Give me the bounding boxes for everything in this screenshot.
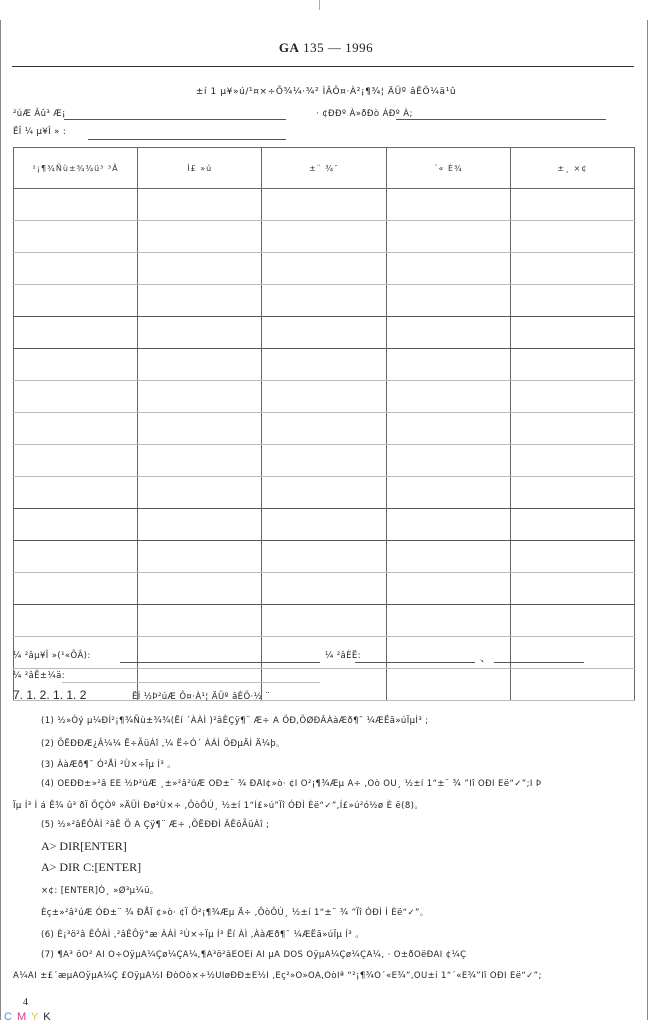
table-cell (14, 509, 138, 541)
table-cell (14, 317, 138, 349)
table-cell (386, 285, 510, 317)
tester-label: ËÎ ¼ µ¥Î » : (13, 127, 67, 137)
table-cell (262, 477, 386, 509)
table-cell (510, 573, 634, 605)
table-cell (138, 477, 262, 509)
signature-unit-label: ¼ ²âµ¥Î »(¹«ÕÂ): (13, 651, 91, 661)
after-4: Â¼ÀÌ ±£´æµÄÒÿµÄ¼Ç £ÒÿµÄ½Ì ÐòÒò×÷½ÜÍøÐÐ±È½Ï ,Èç²»Ò»ÖÂ,ÔòÍª “²¡¶¾Õ´«È¾”,ÔÚ±í 1“´«È¾”Ïî ÓÐÌ Èë“✓”; (13, 971, 542, 981)
col-halt: Ì£ »ú (138, 148, 262, 189)
table-cell (138, 605, 262, 637)
table-cell (138, 637, 262, 669)
step-1: (1) ½»Òý µ¼ÐÍ²¡¶¾Ñù±¾¾(Ëí ´ÀÀÌ )²âÊÇÿ¶¨ Æ÷ A ÖÐ,ÖØÐÂÀàÆð¶¯ ¼ÆËã»úÏµÍ³ ; (41, 716, 429, 726)
command-1: A> DIR[ENTER] (41, 839, 127, 853)
table-cell (510, 413, 634, 445)
unit-underline (64, 119, 286, 120)
table-row (14, 637, 635, 669)
table-body (14, 189, 635, 701)
table-cell (386, 413, 510, 445)
model-label: · ¢ÐÐº À»ðÐò ÁÐº À; (316, 109, 413, 119)
table-cell (262, 221, 386, 253)
table-cell (14, 253, 138, 285)
table-cell (262, 317, 386, 349)
table-cell (510, 349, 634, 381)
table-cell (386, 221, 510, 253)
table-cell (262, 413, 386, 445)
table-cell (262, 637, 386, 669)
table-cell (386, 573, 510, 605)
table-cell (386, 253, 510, 285)
table-cell (386, 477, 510, 509)
table-cell (262, 285, 386, 317)
table-cell (510, 317, 634, 349)
table-cell (386, 605, 510, 637)
table-row (14, 317, 635, 349)
table-cell (386, 445, 510, 477)
table-caption: ±í 1 µ¥»ú/¹¤×÷Õ¾¼·¾² ÌÂÔ¤·À²¡¶¾¦ ÄÜº âÊÖ¼ä¹û (195, 87, 457, 97)
tester-underline (88, 139, 286, 140)
table-cell (510, 541, 634, 573)
table-cell (386, 349, 510, 381)
table-cell (138, 509, 262, 541)
table-cell (14, 541, 138, 573)
command-2: A> DIR C:[ENTER] (41, 860, 142, 874)
table-cell (510, 637, 634, 669)
table-cell (138, 349, 262, 381)
page-border-left (0, 20, 1, 1020)
table-cell (138, 413, 262, 445)
results-table (13, 147, 635, 701)
table-cell (262, 381, 386, 413)
table-cell (386, 669, 510, 701)
table-cell (14, 413, 138, 445)
table-row (14, 221, 635, 253)
cmyk-c: C (4, 1011, 13, 1023)
signature-date-underline (62, 682, 320, 683)
table-cell (14, 381, 138, 413)
col-alarm: ±¨ ¾¯ (262, 148, 386, 189)
table-row (14, 285, 635, 317)
table-cell (14, 221, 138, 253)
section-number: 7. 1. 2. 1. 1. 2 (13, 688, 87, 702)
table-row (14, 541, 635, 573)
table-cell (386, 189, 510, 221)
table-cell (138, 253, 262, 285)
table-cell (510, 605, 634, 637)
cmyk-marks (4, 1011, 52, 1023)
table-cell (386, 541, 510, 573)
table-row (14, 669, 635, 701)
table-row (14, 381, 635, 413)
cmyk-m: M (17, 1011, 28, 1023)
table-cell (510, 477, 634, 509)
table-cell (14, 477, 138, 509)
section-title: ËÍ ½Þ²úÆ Ô¤·À¹¦ ÄÜº âÊÖ·½ ¨ (132, 692, 271, 702)
table-cell (138, 317, 262, 349)
table-cell (262, 189, 386, 221)
table-cell (14, 189, 138, 221)
table-cell (510, 509, 634, 541)
signature-separator: 、 (480, 651, 491, 664)
table-cell (510, 189, 634, 221)
table-cell (510, 221, 634, 253)
after-3: (7) ¶Á³ öÓ² ÀÌ Ö÷ÓÿµÄ¼Çø¼ÇÂ¼,¶Á³ö²âÊÔÈí ÀÌ µÄ DOS ÒÿµÄ¼Çø¼ÇÂ¼, · Ö±ðÓëÐÀÎ ¢¼Ç (41, 950, 467, 960)
model-underline (396, 119, 606, 120)
table-row (14, 189, 635, 221)
table-cell (510, 669, 634, 701)
table-header-row (14, 148, 635, 189)
table-cell (138, 445, 262, 477)
page-number: 4 (23, 997, 28, 1008)
standard-number: 135 — 1996 (303, 40, 374, 55)
table-cell (138, 381, 262, 413)
note-enter: ×¢: [ENTER]Ò¸ »Ø³µ¼ü。 (41, 886, 159, 896)
signature-unit-underline (120, 662, 320, 663)
step-5: (5) ½»²âÊÔÀÌ ²âÊ Ö A Çÿ¶¨ Æ÷ ,ÕËÐÐÌ ÂÊöÃüÁî ; (41, 820, 270, 830)
signature-person-underline (355, 662, 475, 663)
step-3: (3) ÀàÆð¶¯ Ó²ÅÌ ²Ù×÷Ïµ Í³ 。 (41, 760, 177, 770)
table-cell (510, 381, 634, 413)
table-row (14, 445, 635, 477)
step-4: (4) ÕËÐÐ±»²â ÊÈ ½Þ²úÆ ¸±»²â²úÆ ÓÐ±¨ ¾ ÐÅÏ¢»ò· ¢Ï Ö²¡¶¾Æµ Ä÷ ,Ôò ÔÚ¸ ½±í 1“±¨ ¾ ”Ïî ÓÐÌ Èë“✓”;Î Þ (41, 779, 542, 789)
table-cell (14, 573, 138, 605)
table-cell (262, 573, 386, 605)
standard-code: GA (278, 40, 300, 55)
table-cell (138, 221, 262, 253)
table-cell (14, 349, 138, 381)
table-cell (14, 445, 138, 477)
table-cell (386, 317, 510, 349)
table-cell (138, 573, 262, 605)
table-cell (138, 189, 262, 221)
table-cell (262, 541, 386, 573)
table-cell (262, 605, 386, 637)
page-border-right (647, 20, 648, 1020)
col-infect: ´« È¾ (386, 148, 510, 189)
table-cell (262, 669, 386, 701)
table-row (14, 253, 635, 285)
table-cell (386, 637, 510, 669)
table-row (14, 477, 635, 509)
table-cell (386, 381, 510, 413)
cmyk-k: K (43, 1011, 52, 1023)
table-row (14, 573, 635, 605)
unit-label: ²úÆ Âû³ Æ¡ (13, 109, 66, 119)
table-cell (262, 349, 386, 381)
table-cell (386, 509, 510, 541)
table-cell (510, 253, 634, 285)
table-row (14, 605, 635, 637)
header-rule (12, 66, 634, 67)
signature-person-label: ¼ ²âÈË: (325, 651, 361, 661)
table-cell (138, 285, 262, 317)
table-row (14, 509, 635, 541)
table-cell (14, 285, 138, 317)
crop-mark (319, 0, 320, 10)
cmyk-y: Y (31, 1011, 40, 1023)
after-2: (6) È¡³ö²â ÊÔÀÌ ,²âÊÔÿ°æ ÀÁÌ ²Ù×÷Ïµ Í³ Ëí ÀÌ ,ÀàÆð¶¯ ¼ÆËã»úÏµ Í³ 。 (41, 930, 365, 940)
signature-person2-underline (494, 662, 584, 663)
col-remark: ±¸ ×¢ (510, 148, 634, 189)
table-cell (510, 445, 634, 477)
table-cell (262, 253, 386, 285)
table-cell (262, 445, 386, 477)
page-header (0, 40, 652, 56)
col-sample: ²¡¶¾Ñù±¾¾ü³ ³Â (14, 148, 138, 189)
step-4-cont: Ïµ Í³ Ì á Ê¾ û³ ðÏ ÕÇÒº »ÄÜÌ Ðø²Ù×÷ ,ÔòÔÚ¸ ½±í 1“Í£»ú”Ïî ÓÐÌ Èë“✓”,Í£»ú²ó½ø È ë(8)。 (13, 801, 424, 811)
signature-date-label: ¼ ²âÊ±¼ä: (13, 671, 65, 681)
table-cell (510, 285, 634, 317)
step-2: (2) ÕËÐÐÆ¿Â¼¼ Ë÷ÃüÁî ,¼ Ë÷Ó´ ÀÁÌ ÖÐµÄÌ Ä¼þ。 (41, 739, 286, 749)
table-row (14, 413, 635, 445)
table-row (14, 349, 635, 381)
table-cell (138, 541, 262, 573)
table-cell (14, 605, 138, 637)
table-cell (262, 509, 386, 541)
after-1: Èç±»²â²úÆ ÓÐ±¨ ¾ ÐÅÏ ¢»ò· ¢Ï Ö²¡¶¾Æµ Ä÷ ,ÔòÔÚ¸ ½±í 1“±¨ ¾ ”Ïî ÓÐÌ Ì Èë“✓”。 (41, 908, 429, 918)
